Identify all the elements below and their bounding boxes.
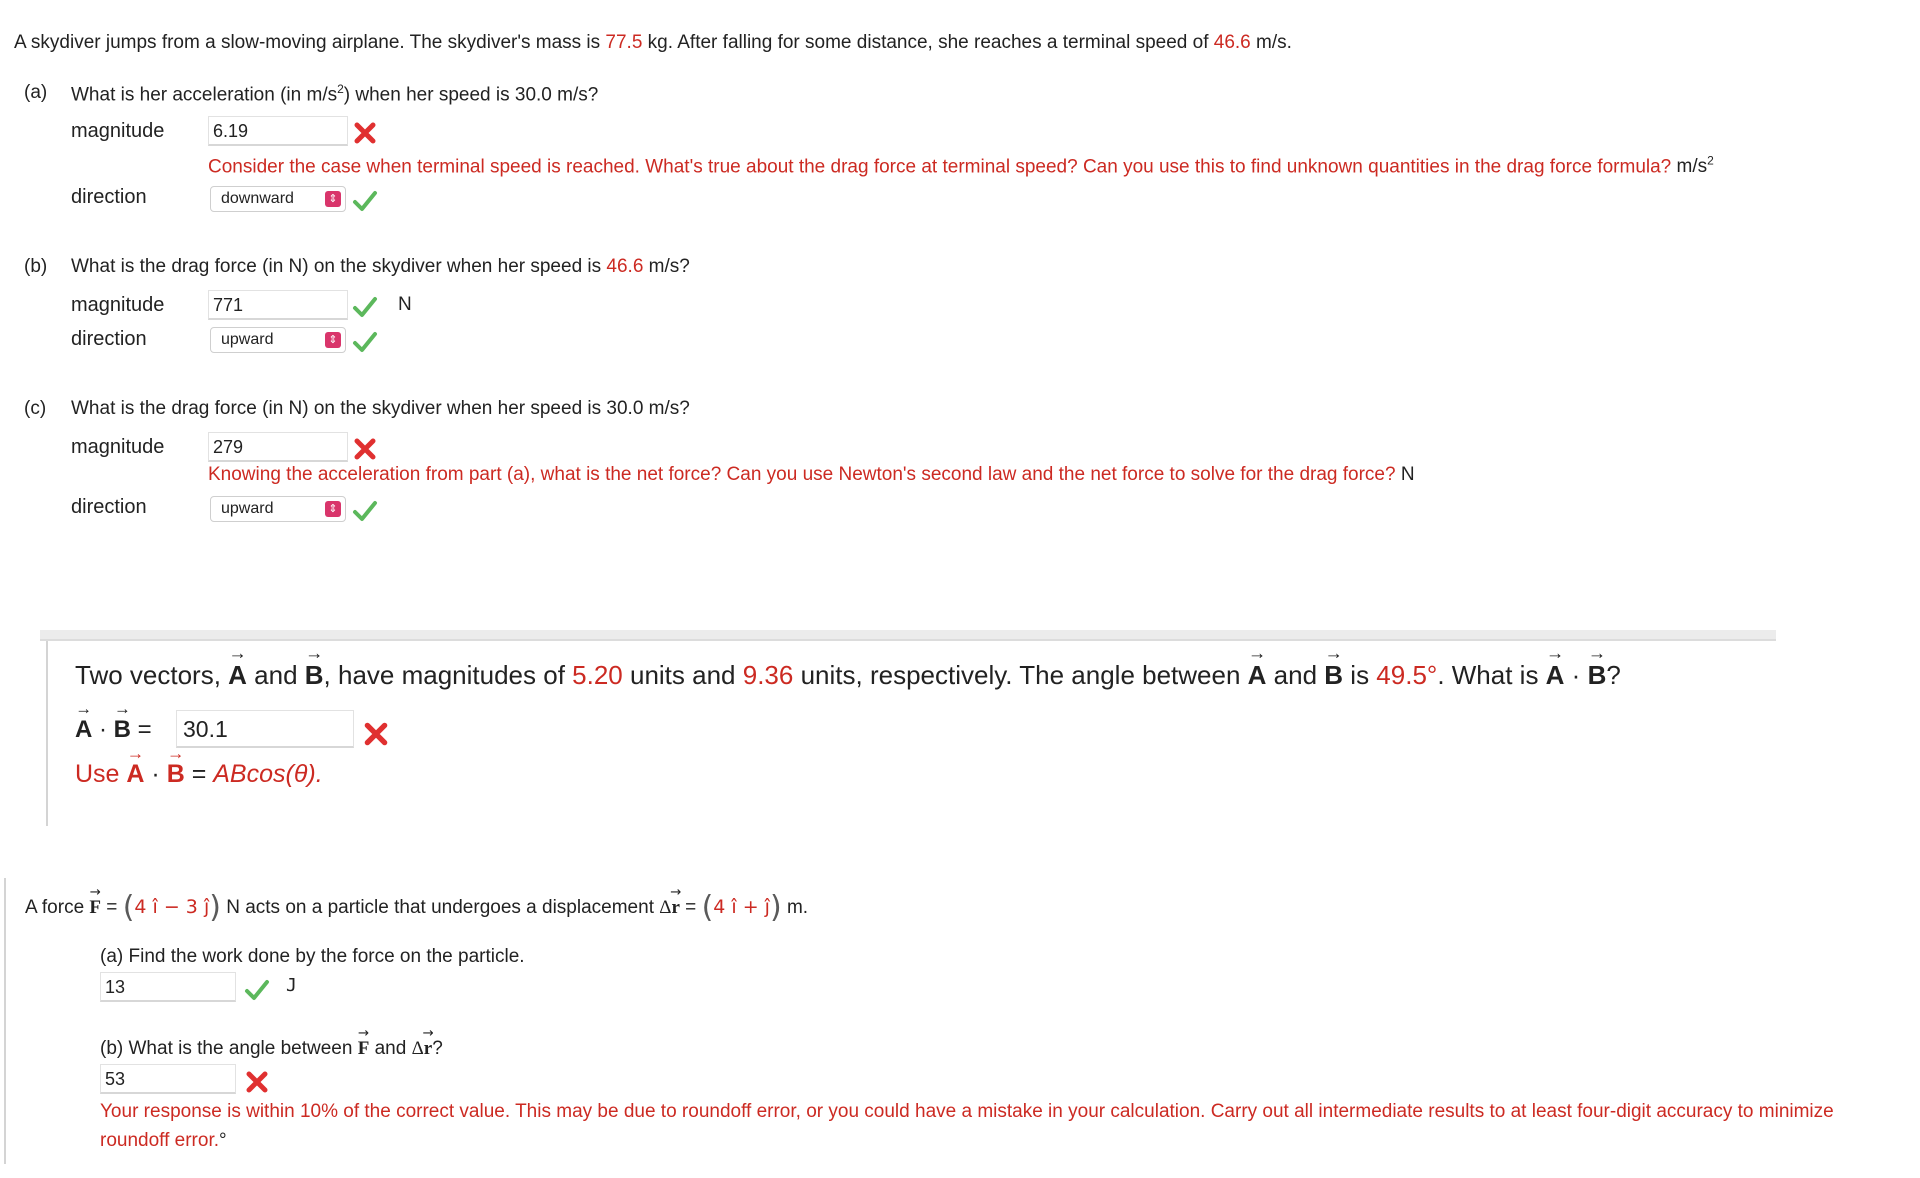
direction-select-a[interactable]: downward ⇕ xyxy=(210,186,346,212)
magnitude-b: 9.36 xyxy=(742,660,794,690)
q2-prompt: Two vectors, → A and → B, have magnitudes of 5.20 units and 9.36 units, respectively. The angle between → A and → B is 49.5°. What is → A · → B? xyxy=(75,643,1621,690)
correct-check-icon xyxy=(244,977,270,1003)
select-arrows-icon: ⇕ xyxy=(325,332,341,348)
vector-b: → B xyxy=(304,643,324,690)
displacement-expression: 4 î + ĵ xyxy=(713,896,770,918)
angle-value: 49.5° xyxy=(1376,660,1438,690)
question-left-border xyxy=(46,641,48,826)
select-arrows-icon: ⇕ xyxy=(325,501,341,517)
select-arrows-icon: ⇕ xyxy=(325,191,341,207)
magnitude-label: magnitude xyxy=(71,436,165,458)
incorrect-x-icon xyxy=(352,436,378,462)
hint-c: Knowing the acceleration from part (a), what is the net force? Can you use Newton's second law and the net force to solve for the drag force? N xyxy=(208,464,1415,485)
q1-prompt: A skydiver jumps from a slow-moving airplane. The skydiver's mass is 77.5 kg. After falling for some distance, she reaches a terminal speed of 46.6 m/s. xyxy=(14,32,1292,53)
q3-part-a-question: (a) Find the work done by the force on the particle. xyxy=(100,946,525,967)
part-b-question: What is the drag force (in N) on the skydiver when her speed is 46.6 m/s? xyxy=(71,256,690,277)
q2-hint: Use → A · → B = ABcos(θ). xyxy=(75,743,323,788)
work-unit: J xyxy=(286,975,297,996)
hint-a: Consider the case when terminal speed is reached. What's true about the drag force at terminal speed? Can you use this to find unknown quantities in the drag force formula? $m/s^2$ xyxy=(208,154,1714,178)
incorrect-x-icon xyxy=(362,720,390,748)
part-b-tag: (b) xyxy=(24,256,48,277)
question-divider xyxy=(40,630,1776,641)
q3-part-b-hint: Your response is within 10% of the correct value. This may be due to roundoff error, or you could have a mistake in your calculation. Carry out all intermediate results to at least four-digit accuracy to minimize roundoff error.° xyxy=(100,1101,1834,1151)
direction-select-b[interactable]: upward ⇕ xyxy=(210,327,346,353)
magnitude-label: magnitude xyxy=(71,120,165,142)
direction-label: direction xyxy=(71,496,147,518)
work-input[interactable]: 13 xyxy=(100,972,236,1002)
q1-terminal-speed: 46.6 xyxy=(1213,32,1251,53)
correct-check-icon xyxy=(352,329,378,355)
hint-a-unit: $m/s^2$ xyxy=(1676,154,1714,178)
magnitude-a: 5.20 xyxy=(572,660,623,690)
question-left-border xyxy=(4,878,6,1164)
force-vector-f: → F xyxy=(89,885,102,918)
part-c-question: What is the drag force (in N) on the skydiver when her speed is 30.0 m/s? xyxy=(71,398,690,419)
correct-check-icon xyxy=(352,188,378,214)
incorrect-x-icon xyxy=(244,1069,270,1095)
angle-input[interactable]: 53 xyxy=(100,1064,236,1094)
magnitude-input-c[interactable]: 279 xyxy=(208,432,348,462)
incorrect-x-icon xyxy=(352,120,378,146)
dot-product-label: → A · → B = xyxy=(75,699,152,743)
vector-a: → A xyxy=(228,643,247,690)
part-c-tag: (c) xyxy=(24,398,47,419)
correct-check-icon xyxy=(352,294,378,320)
unit-label: N xyxy=(398,294,412,315)
magnitude-input-a[interactable]: 6.19 xyxy=(208,116,348,146)
magnitude-input-b[interactable]: 771 xyxy=(208,290,348,320)
magnitude-label: magnitude xyxy=(71,294,165,316)
direction-label: direction xyxy=(71,186,147,208)
force-expression: 4 î − 3 ĵ xyxy=(134,896,210,918)
direction-select-c[interactable]: upward ⇕ xyxy=(210,496,346,522)
q3-prompt: A force → F = (4 î − 3 ĵ) N acts on a particle that undergoes a displacement Δ → r = (4 î + ĵ) m. xyxy=(25,885,809,925)
direction-label: direction xyxy=(71,328,147,350)
q3-part-b-question: (b) What is the angle between → F and Δ → r? xyxy=(100,1026,443,1059)
dot-product-input[interactable]: 30.1 xyxy=(176,710,354,748)
q1-mass: 77.5 xyxy=(605,32,643,53)
part-a-question: What is her acceleration (in $m/s^2$) when her speed is 30.0 m/s? xyxy=(71,82,599,106)
part-a-tag: (a) xyxy=(24,82,48,103)
displacement-vector: → r xyxy=(670,885,682,918)
correct-check-icon xyxy=(352,498,378,524)
